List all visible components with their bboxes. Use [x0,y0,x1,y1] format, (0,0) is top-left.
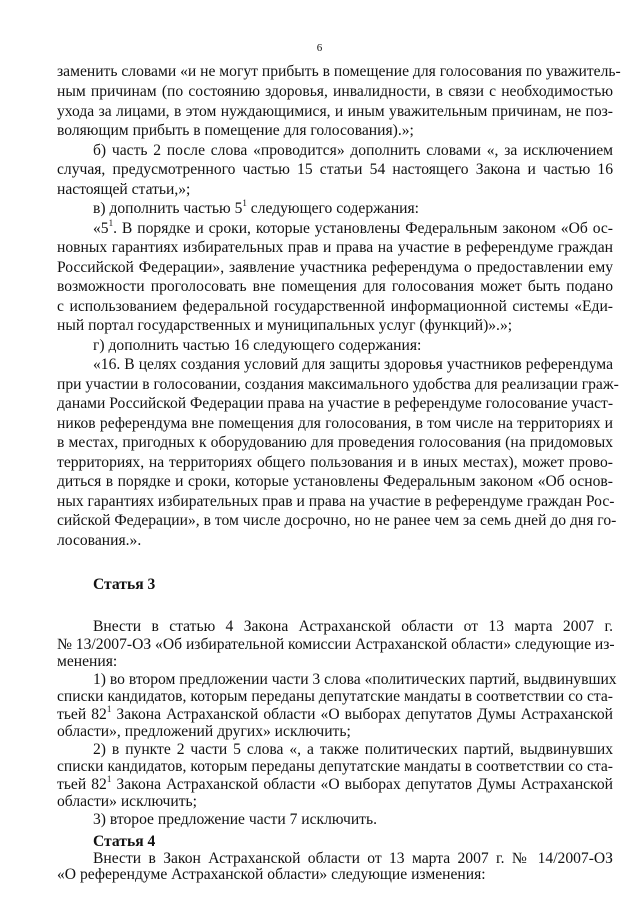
text-line: «16. В целях создания условий для защиты здоровья участников референдума [93,356,613,373]
text-line: списки кандидатов, которым переданы депутатские мандаты в соответствии со ста- [57,687,613,705]
text-line: в местах, пригодных к оборудованию для проведения голосования (на придомовых [57,434,613,451]
text-line: новных гарантиях избирательных прав и права на участие в референдуме граждан [57,239,613,256]
text-line: случая, предусмотренного частью 15 статьи 54 настоящего Закона и частью 16 [57,161,613,178]
text-line: при участии в голосовании, создания максимального удобства для реализации граж- [57,376,619,393]
text-line: менения: [57,652,118,670]
text-line: диться в порядке и сроки, которые установлены Федеральным законом «Об основ- [57,473,613,490]
article-4-heading: Статья 4 [93,832,156,850]
text-line: настоящей статьи,»; [57,181,191,198]
text-line: ухода за лицами, в этом нуждающимися, и иным уважительным причинам, не поз- [57,103,613,120]
text-line: воляющим прибыть в помещение для голосования).»; [57,122,414,139]
text-line: тьей $82^1$ Закона Астраханской области «О выборах депутатов Думы Астраханской [57,703,614,723]
item-v-line: в) дополнить частью $5^1$ следующего содержания: [93,197,420,217]
text-line: лосования.». [57,532,142,549]
text-line: «$5^1$. В порядке и сроки, которые установлены Федеральным законом «Об ос- [93,217,613,237]
text-line: ников референдума вне помещения для голосования, в том числе на территориях и [57,415,613,432]
page-number: 6 [316,42,323,54]
text-line: «О референдуме Астраханской области» следующие изменения: [57,866,486,884]
item-b-line: б) часть 2 после слова «проводится» дополнить словами «, за исключением [93,142,613,159]
text-line: Внести в статью 4 Закона Астраханской области от 13 марта 2007 г. [93,617,613,635]
text-line: возможности проголосовать вне помещения для голосования может быть подано [57,278,613,295]
text-line: территориях, на территориях общего пользования и в иных местах), может прово- [57,454,613,471]
text-line: № 13/2007-ОЗ «Об избирательной комиссии Астраханской области» следующие из- [57,635,615,653]
text-line: 2) в пункте 2 части 5 слова «, а также политических партий, выдвинувших [93,741,613,758]
text-line: Внести в Закон Астраханской области от 13 марта 2007 г. № 14/2007-ОЗ [93,849,613,867]
text-line: 3) второе предложение части 7 исключить. [93,811,377,829]
text-line: области» исключить; [57,793,197,811]
text-line: области», предложений других» исключить; [57,723,351,740]
text-line: ных гарантиях избирательных прав и права на участие в референдуме граждан Рос- [57,493,615,510]
text-line: ный портал государственных и муниципальных услуг (функций)».»; [57,317,513,334]
text-line: с использованием федеральной государственной информационной системы «Еди- [57,298,613,315]
text-line: Российской Федерации», заявление участника референдума о предоставлении ему [57,259,613,276]
text-line: заменить словами «и не могут прибыть в помещение для голосования по уважитель- [57,63,621,80]
text-line: данами Российской Федерации права на участие в референдуме голосование участ- [57,395,614,412]
text-line: 1) во втором предложении части 3 слова «политических партий, выдвинувших [93,670,617,688]
text-line: списки кандидатов, которым переданы депутатские мандаты в соответствии со ста- [57,758,613,776]
text-line: ным причинам (по состоянию здоровья, инвалидности, в связи с необходимостью [57,83,613,100]
text-line: сийской Федерации», в том числе досрочно, но не ранее чем за семь дней до дня го- [57,512,617,529]
item-g-line: г) дополнить частью 16 следующего содержания: [93,337,422,354]
text-line: тьей $82^1$ Закона Астраханской области «О выборах депутатов Думы Астраханской [57,773,614,794]
article-3-heading: Статья 3 [93,576,156,594]
